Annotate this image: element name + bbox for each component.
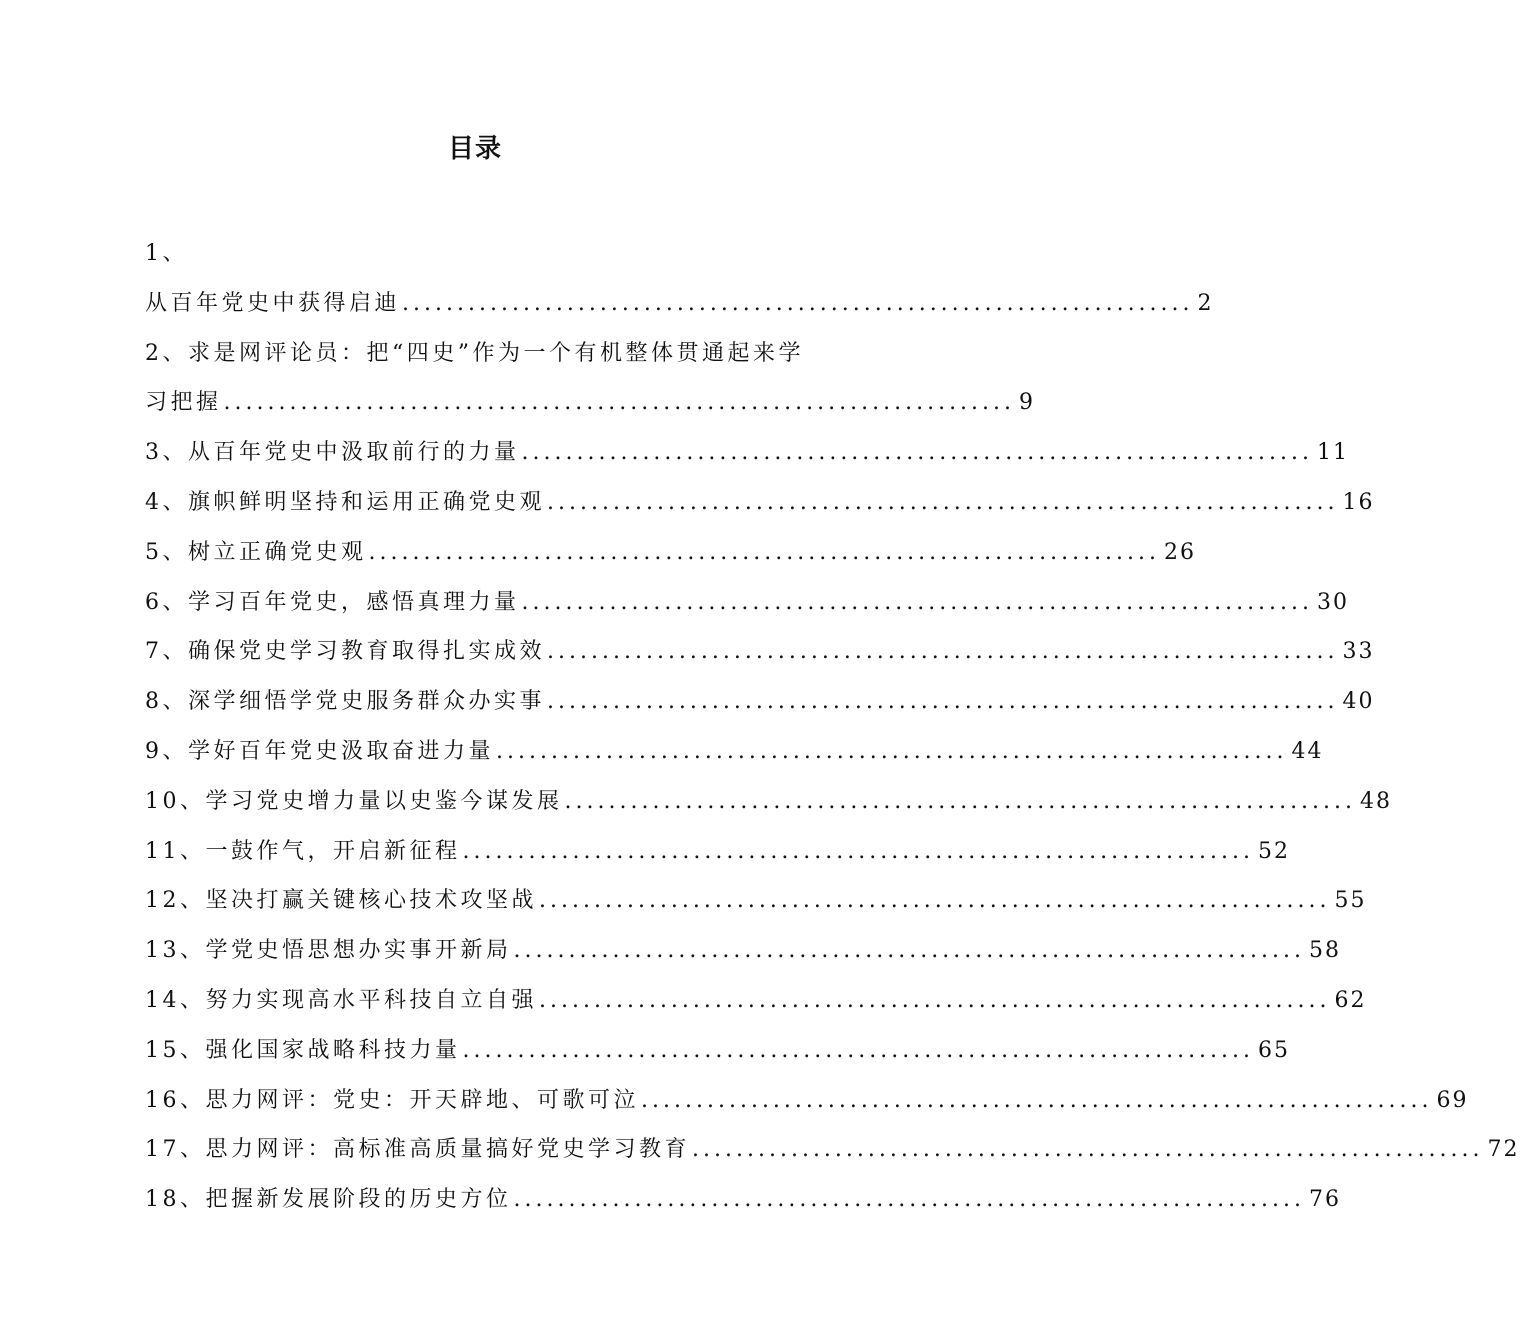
page-title: 目录 (447, 134, 502, 164)
toc-entry-number: 8、 (145, 689, 188, 715)
toc-entry[interactable] (145, 777, 1393, 827)
toc-entry-title: 学习百年党史，感悟真理力量 (188, 589, 520, 615)
toc-entry[interactable] (145, 528, 1197, 578)
toc-entry-title: 思力网评：高标准高质量搞好党史学习教育 (205, 1137, 691, 1163)
toc-entry[interactable] (145, 578, 1350, 628)
toc-entry[interactable] (145, 976, 1367, 1026)
dot-leader: ........................................................................ (539, 987, 1331, 1013)
toc-entry-title: 学好百年党史汲取奋进力量 (188, 738, 495, 764)
toc-entry-page: 40 (1342, 689, 1375, 715)
dot-leader: ........................................................................ (547, 639, 1339, 665)
toc-entry-number: 5、 (145, 539, 188, 565)
toc-entry[interactable] (145, 677, 1375, 727)
toc-entry-page: 2 (1197, 290, 1214, 316)
toc-entry-number: 18、 (145, 1187, 206, 1213)
toc-entry-number: 1、 (145, 241, 188, 266)
toc-entry[interactable] (145, 1125, 1520, 1175)
toc-entry-title: 坚决打赢关键核心技术攻坚战 (205, 888, 538, 914)
dot-leader: ........................................................................ (462, 1037, 1255, 1063)
dot-leader: ........................................................................ (223, 390, 1016, 416)
toc-entry-number: 4、 (145, 489, 188, 515)
toc-entry[interactable] (145, 627, 1375, 677)
toc-entry[interactable] (145, 329, 805, 379)
toc-entry-number: 13、 (145, 938, 206, 964)
toc-entry-number: 2、 (145, 340, 188, 366)
toc-entry-title: 从百年党史中汲取前行的力量 (188, 440, 520, 466)
dot-leader: ........................................................................ (692, 1137, 1484, 1163)
toc-entry-title: 深学细悟学党史服务群众办实事 (188, 689, 546, 715)
toc-entry[interactable] (145, 478, 1375, 528)
toc-entry-number: 3、 (145, 440, 188, 466)
toc-entry-page: 69 (1436, 1087, 1469, 1113)
toc-entry-title: 旗帜鲜明坚持和运用正确党史观 (188, 489, 546, 515)
toc-entry-title: 学党史悟思想办实事开新局 (205, 938, 512, 964)
toc-entry[interactable] (145, 428, 1350, 478)
toc-entry-number: 15、 (145, 1037, 206, 1063)
dot-leader: ........................................................................ (513, 1187, 1306, 1213)
toc-entry-page: 76 (1309, 1187, 1342, 1213)
toc-entry-page: 62 (1334, 987, 1367, 1013)
toc-entry-page: 65 (1258, 1037, 1291, 1063)
toc-entry-title: 努力实现高水平科技自立自强 (205, 987, 538, 1013)
toc-entry-title: 求是网评论员：把“四史”作为一个有机整体贯通起来学 (188, 340, 804, 366)
dot-leader: ........................................................................ (641, 1087, 1433, 1113)
toc-entry-title: 一鼓作气，开启新征程 (205, 838, 461, 864)
toc-entry-title: 强化国家战略科技力量 (205, 1037, 461, 1063)
toc-entry-page: 55 (1334, 888, 1367, 914)
toc-entry-title: 树立正确党史观 (188, 539, 367, 565)
dot-leader: ........................................................................ (368, 539, 1161, 565)
toc-entry-page: 30 (1317, 589, 1350, 615)
dot-leader: ........................................................................ (462, 838, 1255, 864)
dot-leader: ........................................................................ (539, 888, 1331, 914)
toc-entry-page: 26 (1164, 539, 1197, 565)
toc-entry-title: 从百年党史中获得启迪 (145, 290, 401, 316)
toc-entry[interactable] (145, 727, 1324, 777)
dot-leader: ........................................................................ (513, 938, 1306, 964)
toc-entry-title: 把握新发展阶段的历史方位 (205, 1187, 512, 1213)
toc-entry-number: 16、 (145, 1087, 206, 1113)
toc-entry-title: 思力网评：党史：开天辟地、可歌可泣 (205, 1087, 640, 1113)
dot-leader: ........................................................................ (547, 489, 1339, 515)
toc-entry-number: 14、 (145, 987, 206, 1013)
toc-entry-page: 52 (1258, 838, 1291, 864)
toc-entry-number: 12、 (145, 888, 206, 914)
toc-entry-page: 72 (1487, 1137, 1520, 1163)
toc-entry-page: 9 (1019, 390, 1036, 416)
toc-entry-title: 学习党史增力量以史鉴今谋发展 (205, 788, 563, 814)
toc-entry[interactable] (145, 1076, 1469, 1126)
toc-entry[interactable] (145, 926, 1342, 976)
toc-entry-number: 9、 (145, 738, 188, 764)
toc-entry[interactable] (145, 1175, 1342, 1225)
dot-leader: ........................................................................ (564, 788, 1357, 814)
dot-leader: ........................................................................ (496, 738, 1288, 764)
table-of-contents (145, 229, 1520, 1225)
toc-entry-number: 17、 (145, 1137, 206, 1163)
toc-entry-title: 习把握 (145, 390, 222, 416)
toc-entry-page: 33 (1342, 639, 1375, 665)
toc-entry-page: 48 (1360, 788, 1393, 814)
toc-entry[interactable] (145, 827, 1291, 877)
toc-entry[interactable] (145, 876, 1367, 926)
dot-leader: ........................................................................ (402, 290, 1194, 316)
toc-entry-title: 确保党史学习教育取得扎实成效 (188, 639, 546, 665)
toc-entry-page: 58 (1309, 938, 1342, 964)
toc-entry-page: 11 (1317, 440, 1350, 466)
toc-entry-page: 16 (1342, 489, 1375, 515)
dot-leader: ........................................................................ (521, 440, 1314, 466)
toc-entry-number: 7、 (145, 639, 188, 665)
toc-entry-number: 10、 (145, 788, 206, 814)
toc-entry-page: 44 (1291, 738, 1324, 764)
toc-entry-number: 11、 (145, 838, 206, 864)
toc-entry-number: 6、 (145, 589, 188, 615)
dot-leader: ........................................................................ (547, 689, 1339, 715)
dot-leader: ........................................................................ (521, 589, 1314, 615)
toc-entry-continuation[interactable] (145, 378, 1036, 428)
toc-entry[interactable] (145, 279, 1214, 329)
toc-entry[interactable] (145, 1026, 1291, 1076)
